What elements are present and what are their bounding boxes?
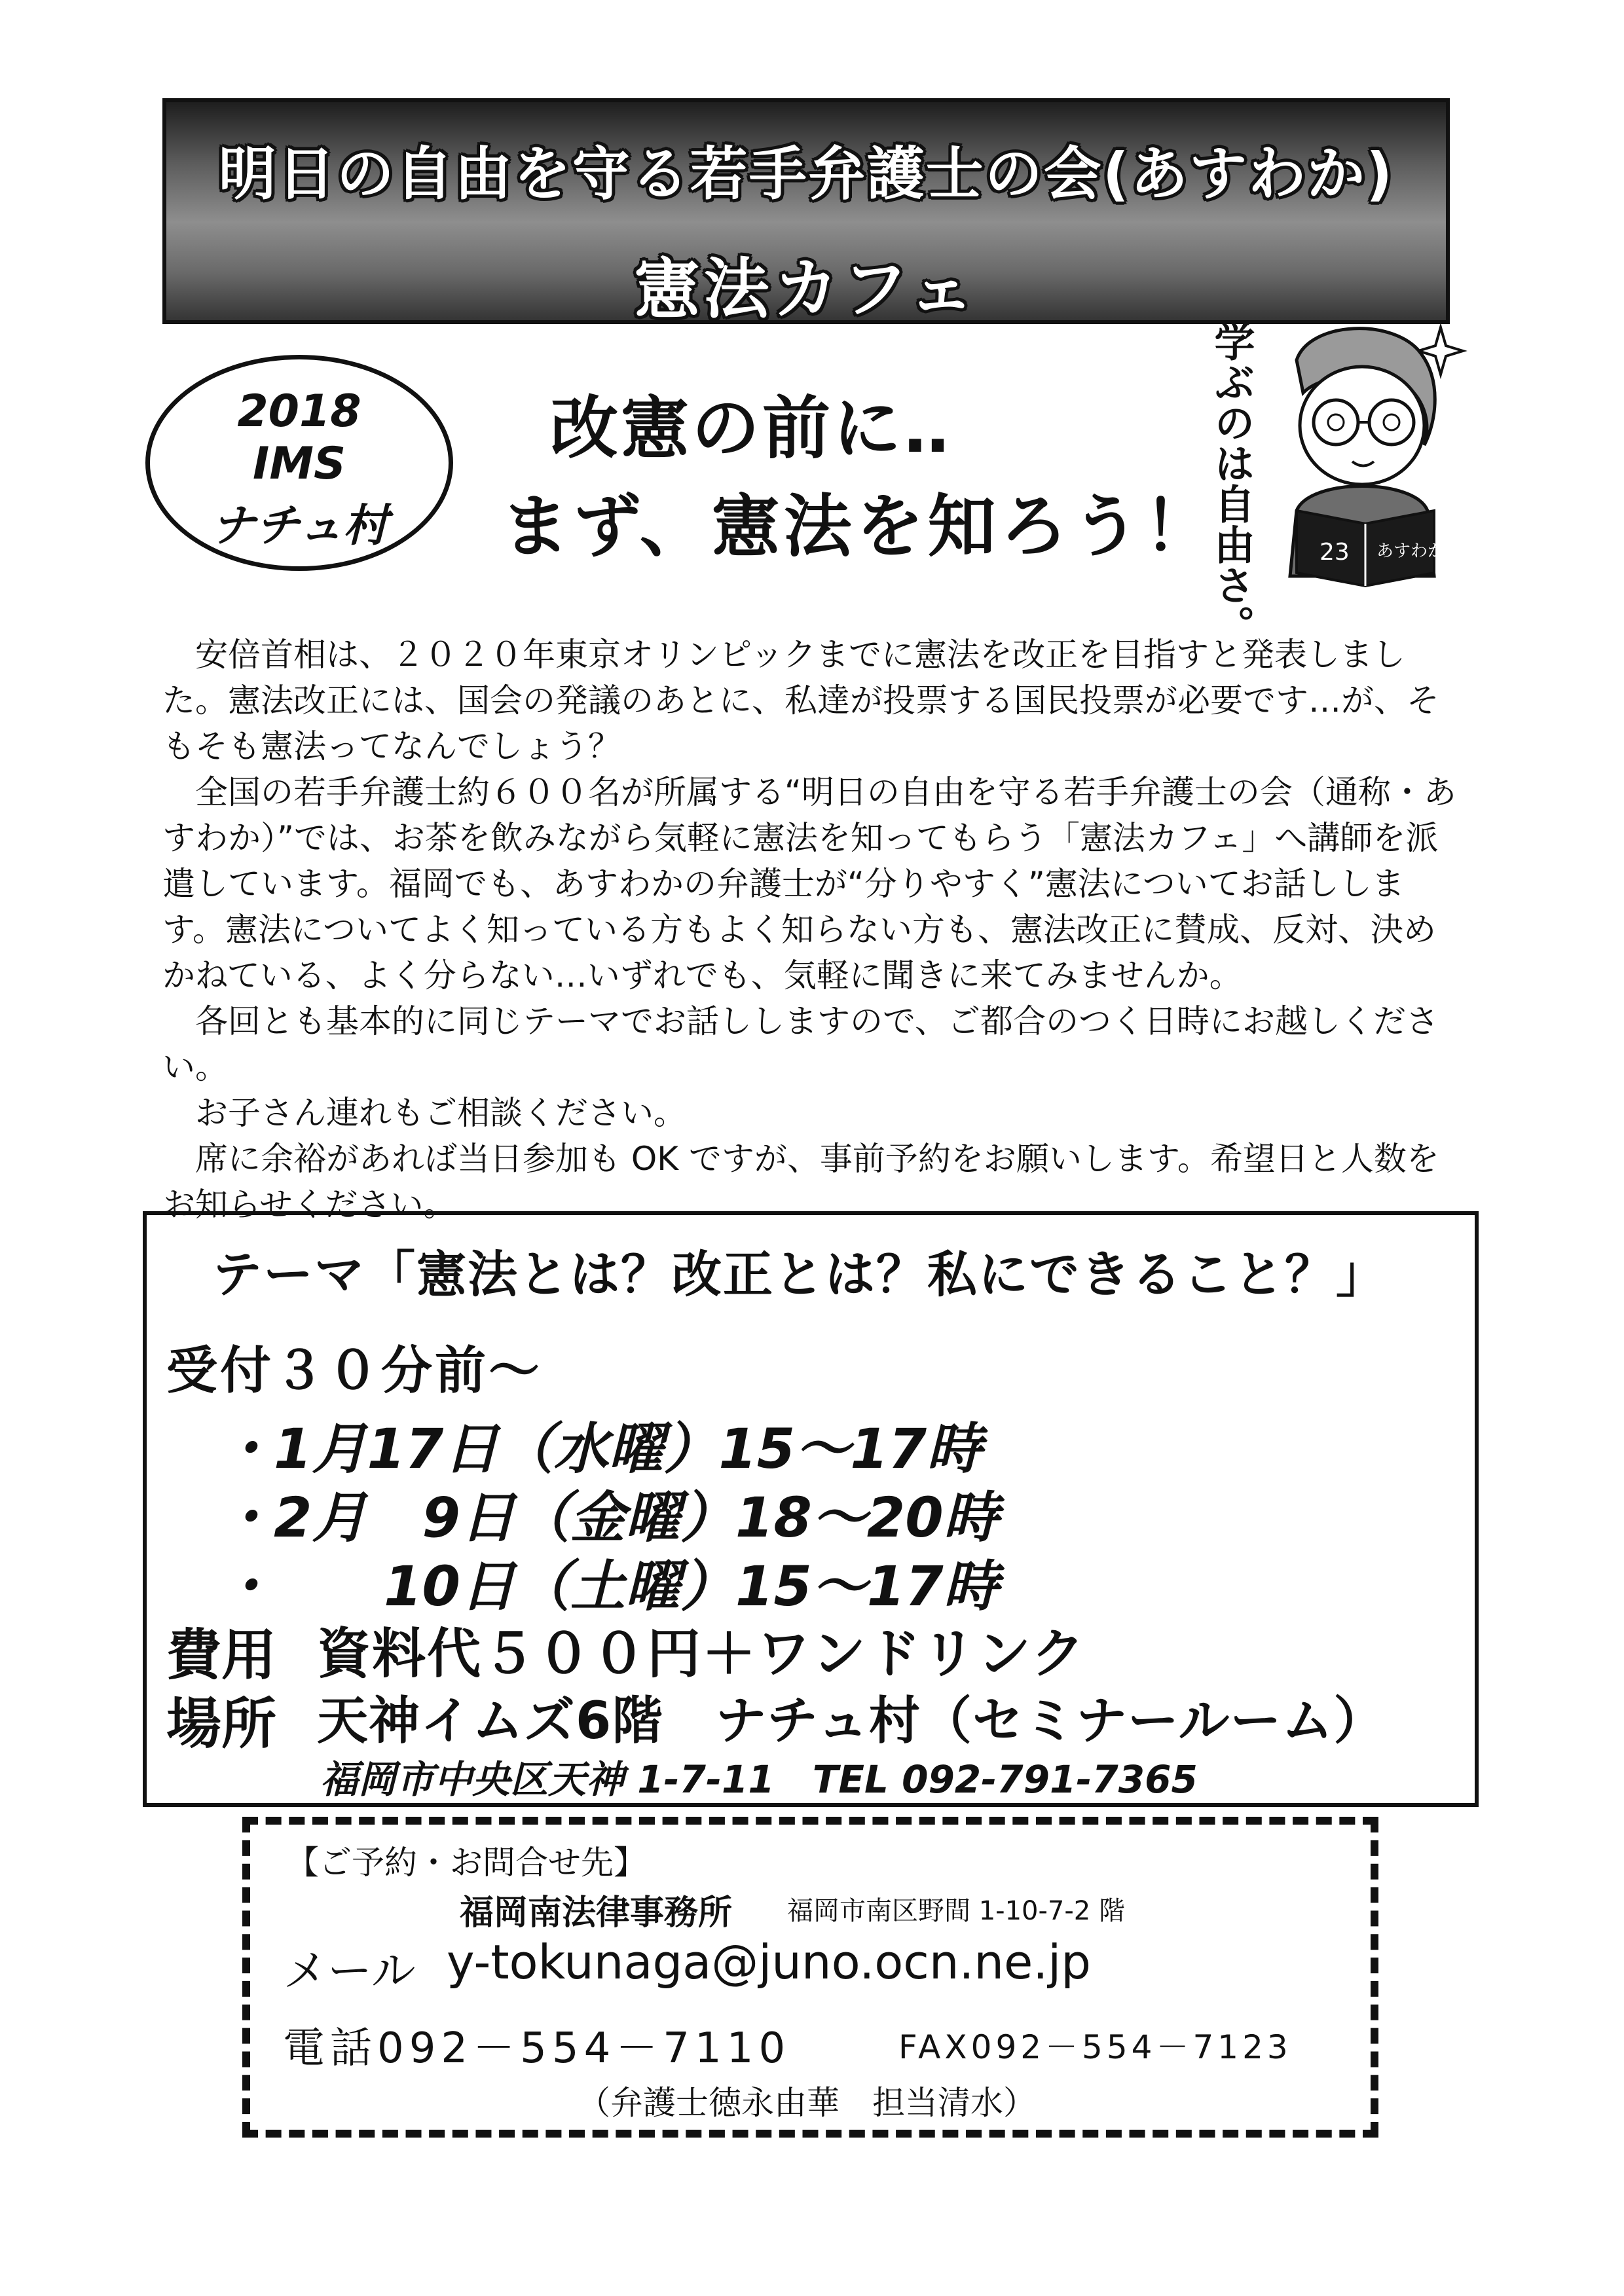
theme-title: テーマ「憲法とは？改正とは？私にできること？」 (212, 1245, 1387, 1303)
contact-heading: 【ご予約・お問合せ先】 (286, 1844, 646, 1882)
organization-title: 明日の自由を守る若手弁護士の会(あすわか) (218, 140, 1394, 208)
phone-number[interactable]: 電話092－554－7110 (283, 2024, 791, 2073)
place-value: 天神イムズ6階 ナチュ村（セミナールーム） (317, 1692, 1386, 1751)
office-address: 福岡市南区野間 1-10-7-2 階 (787, 1896, 1125, 1926)
slogan-line-2: まず、憲法を知ろう！ (501, 486, 1216, 566)
paragraph: 各回とも基本的に同じテーマでお話ししますので、ご都合のつく日時にお越しください。 (162, 1002, 1439, 1086)
badge-building: IMS (253, 438, 346, 490)
header-banner (162, 98, 1450, 327)
book-number: 23 (1320, 539, 1350, 566)
badge-year: 2018 (237, 386, 361, 437)
session-date: ・2月 9日（金曜）18～20時 (219, 1485, 999, 1550)
book-label: あすわか (1376, 541, 1445, 561)
paragraph: 安倍首相は、２０２０年東京オリンピックまでに憲法を改正を目指すと発表しました。憲法改正には、国会の発議のあとに、私達が投票する国民投票が必要です…が、そもそも憲法ってなんでしょう？ (162, 636, 1439, 765)
slogan-line-1: 改憲の前に‥ (550, 388, 952, 468)
venue-address: 福岡市中央区天神 1-7-11 TEL 092-791-7365 (320, 1757, 1198, 1802)
place-label: 場所 (166, 1692, 277, 1756)
mail-address[interactable]: y-tokunaga@juno.ocn.ne.jp (447, 1935, 1091, 1990)
badge-venue: ナチュ村 (211, 500, 388, 552)
fee-value: 資料代５００円＋ワンドリンク (317, 1623, 1086, 1685)
event-title: 憲法カフェ (634, 251, 978, 327)
office-name: 福岡南法律事務所 (460, 1893, 733, 1933)
paragraph: 席に余裕があれば当日参加も OK ですが、事前予約をお願いします。希望日と人数をお知らせください。 (162, 1140, 1439, 1224)
contact-lawyers: （弁護士徳永由華 担当清水） (578, 2084, 1036, 2122)
reception-note: 受付３０分前～ (166, 1341, 543, 1400)
fax-number: FAX092－554－7123 (898, 2028, 1292, 2066)
mascot-caption: 学ぶのは自由さ。 (1208, 321, 1255, 646)
session-date: ・ 10日（土曜）15～17時 (219, 1554, 999, 1618)
event-badge (145, 355, 453, 571)
intro-text (162, 632, 1466, 1228)
event-details-box (143, 1211, 1479, 1807)
paragraph: 全国の若手弁護士約６００名が所属する“明日の自由を守る若手弁護士の会（通称・あすわか）”では、お茶を飲みながら気軽に憲法を知ってもらう「憲法カフェ」へ講師を派遣しています。福岡でも、あすわかの弁護士が“分りやすく”憲法についてお話しします。憲法についてよく知っている方もよく知らない方も、憲法改正に賛成、反対、決めかねている、よく分らない…いずれでも、気軽に聞きに来てみませんか。 (162, 773, 1456, 994)
session-date: ・1月17日（水曜）15～17時 (219, 1417, 982, 1481)
paragraph: お子さん連れもご相談ください。 (195, 1094, 686, 1132)
mail-label: メール (283, 1946, 416, 1997)
fee-label: 費用 (166, 1623, 277, 1687)
contact-box (242, 1817, 1378, 2138)
